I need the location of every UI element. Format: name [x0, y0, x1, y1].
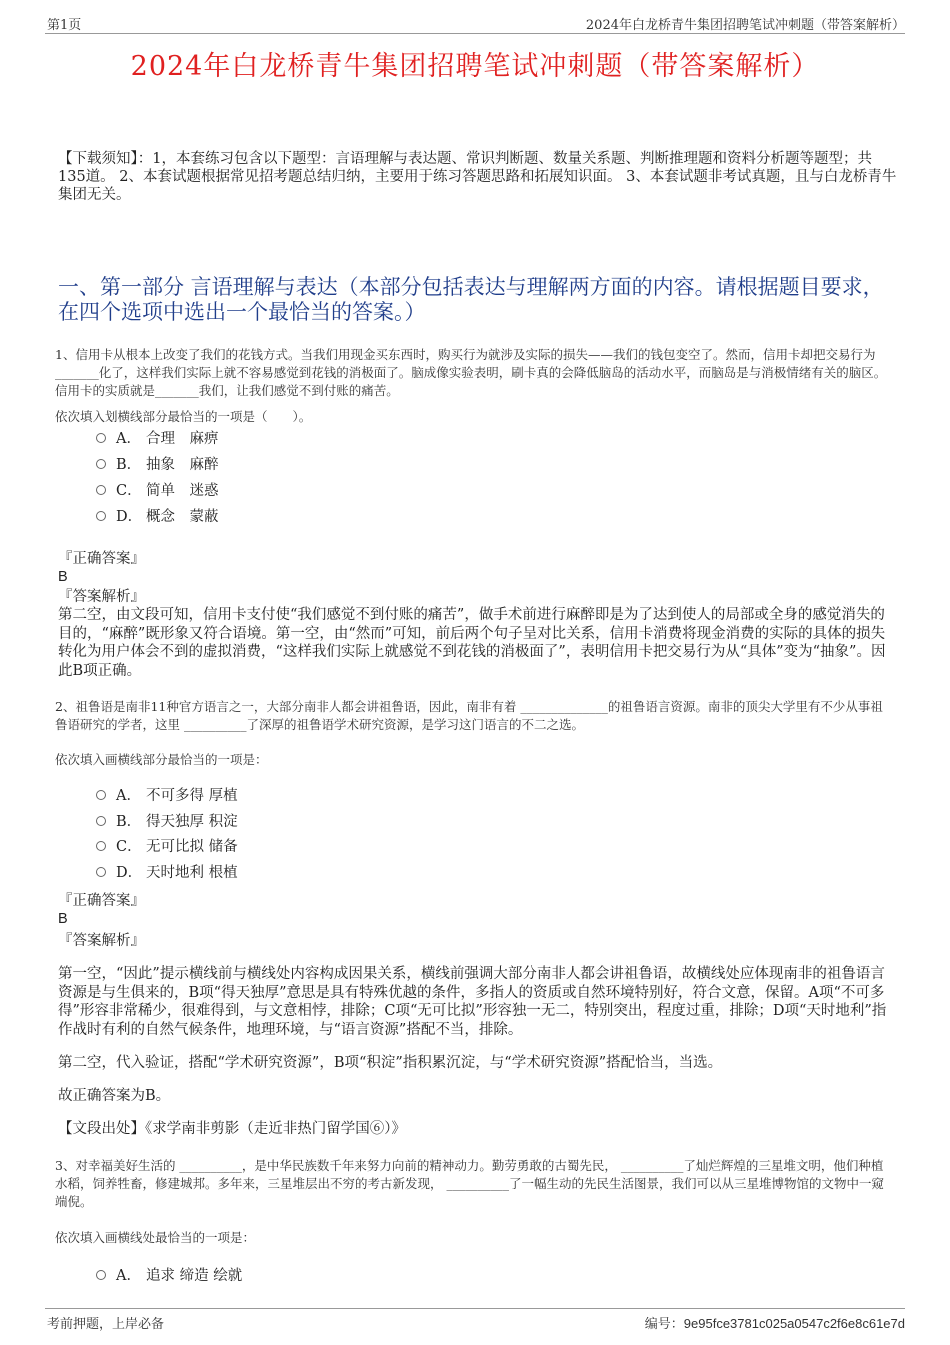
- running-title: 2024年白龙桥青牛集团招聘笔试冲刺题（带答案解析）: [585, 18, 905, 33]
- question-2-analysis-para-1: 第一空，“因此”提示横线前与横线处内容构成因果关系，横线前强调大部分南非人都会讲祖鲁语，故横线处应体现南非的祖鲁语言资源是与生俱来的，B项“得天独厚”意思是具有特殊优越的条件，多指人的资质或自然环境特别好，符合文意，保留。A项“不可多得”形容非常稀少，很难得到，与文意相悖，排除；C项“无可比拟”形容独一无二，特别突出，程度过重，排除；D项“天时地利”指作战时有利的自然气候条件，地理环境，与“语言资源”搭配不当，排除。: [58, 966, 887, 1038]
- question-1-prompt: 依次填入划横线部分最恰当的一项是（ ）。: [55, 409, 312, 424]
- question-1-analysis: 第二空，由文段可知，信用卡支付使“我们感觉不到付账的痛苦”，做手术前进行麻醉即是为了达到使人的局部或全身的感觉消失的目的，“麻醉”既形象又符合语境。第一空，由“然而”可知，前后两个句子呈对比关系，信用卡消费将现金消费的实际的具体的损失转化为用户体会不到的虚拟消费，“这样我们实际上就感觉不到花钱的消极面了”，表明信用卡把交易行为从“具体”变为“抽象”。因此B项正确。: [58, 607, 886, 679]
- footer-divider: [45, 1308, 905, 1309]
- header-divider: [45, 33, 905, 34]
- question-2-analysis-label: 『答案解析』: [58, 933, 145, 949]
- question-1-option-c[interactable]: C． 简单 迷惑: [96, 481, 219, 501]
- question-3-option-a[interactable]: A． 追求 缔造 绘就: [96, 1266, 242, 1286]
- question-2-answer-label: 『正确答案』: [58, 893, 145, 909]
- radio-icon[interactable]: [96, 1270, 106, 1280]
- question-2-analysis-para-2: 第二空，代入验证，搭配“学术研究资源”，B项“积淀”指积累沉淀，与“学术研究资源”搭配恰当，当选。: [58, 1055, 723, 1071]
- question-2-option-b[interactable]: B． 得天独厚 积淀: [96, 812, 238, 832]
- radio-icon[interactable]: [96, 841, 106, 851]
- radio-icon[interactable]: [96, 816, 106, 826]
- page-number: 第1页: [47, 18, 82, 33]
- question-2-option-a[interactable]: A． 不可多得 厚植: [96, 786, 238, 806]
- question-1-option-d[interactable]: D． 概念 蒙蔽: [96, 507, 219, 527]
- question-3-stem: 3、对幸福美好生活的 __________，是中华民族数千年来努力向前的精神动力。勤劳勇敢的古蜀先民， __________了灿烂辉煌的三星堆文明，他们种植水稻，饲养牲畜，修建城邦。多年来，三星堆层出不穷的考古新发现， __________了一幅生动的先民生活图景，我们可以从三星堆博物馆的文物中一窥端倪。: [55, 1158, 884, 1209]
- question-2-answer: B: [58, 911, 68, 927]
- radio-icon[interactable]: [96, 485, 106, 495]
- radio-icon[interactable]: [96, 459, 106, 469]
- question-2-stem: 2、祖鲁语是南非11种官方语言之一，大部分南非人都会讲祖鲁语，因此，南非有着 ______________的祖鲁语言资源。南非的顶尖大学里有不少从事祖鲁语研究的学者，这里 __________了深厚的祖鲁语学术研究资源，是学习这门语言的不二之选。: [55, 699, 883, 732]
- question-2-option-d[interactable]: D． 天时地利 根植: [96, 863, 238, 883]
- document-code: 编号：9e95fce3781c025a0547c2f6e8c61e7d: [644, 1316, 905, 1332]
- section-heading: 一、第一部分 言语理解与表达（本部分包括表达与理解两方面的内容。请根据题目要求，在四个选项中选出一个最恰当的答案。）: [58, 275, 884, 324]
- question-1-answer-label: 『正确答案』: [58, 551, 145, 567]
- question-2-conclusion: 故正确答案为B。: [58, 1088, 171, 1104]
- footer-slogan: 考前押题，上岸必备: [47, 1317, 165, 1332]
- radio-icon[interactable]: [96, 433, 106, 443]
- question-1-stem: 1、信用卡从根本上改变了我们的花钱方式。当我们用现金买东西时，购买行为就涉及实际的损失——我们的钱包变空了。然而，信用卡却把交易行为_______化了，这样我们实际上就不容易感觉到花钱的消极面了。脑成像实验表明，刷卡真的会降低脑岛的活动水平，而脑岛是与消极情绪有关的脑区。信用卡的实质就是_______我们，让我们感觉不到付账的痛苦。: [55, 347, 887, 398]
- question-1-answer: B: [58, 569, 68, 585]
- download-notice: 【下载须知】：1，本套练习包含以下题型：言语理解与表达题、常识判断题、数量关系题、判断推理题和资料分析题等题型；共135道。 2、本套试题根据常见招考题总结归纳，主要用于练习答题思路和拓展知识面。 3、本套试题非考试真题，且与白龙桥青牛集团无关。: [58, 151, 897, 203]
- question-1-option-b[interactable]: B． 抽象 麻醉: [96, 455, 219, 475]
- question-2-prompt: 依次填入画横线部分最恰当的一项是：: [55, 752, 268, 767]
- document-title: 2024年白龙桥青牛集团招聘笔试冲刺题（带答案解析）: [130, 51, 820, 82]
- radio-icon[interactable]: [96, 790, 106, 800]
- radio-icon[interactable]: [96, 867, 106, 877]
- question-1-analysis-label: 『答案解析』: [58, 589, 145, 605]
- question-2-source: 【文段出处】《求学南非剪影（走近非热门留学国⑥）》: [58, 1121, 406, 1137]
- question-3-prompt: 依次填入画横线处最恰当的一项是：: [55, 1230, 256, 1245]
- radio-icon[interactable]: [96, 511, 106, 521]
- question-2-option-c[interactable]: C． 无可比拟 储备: [96, 837, 238, 857]
- question-1-option-a[interactable]: A． 合理 麻痹: [96, 429, 219, 449]
